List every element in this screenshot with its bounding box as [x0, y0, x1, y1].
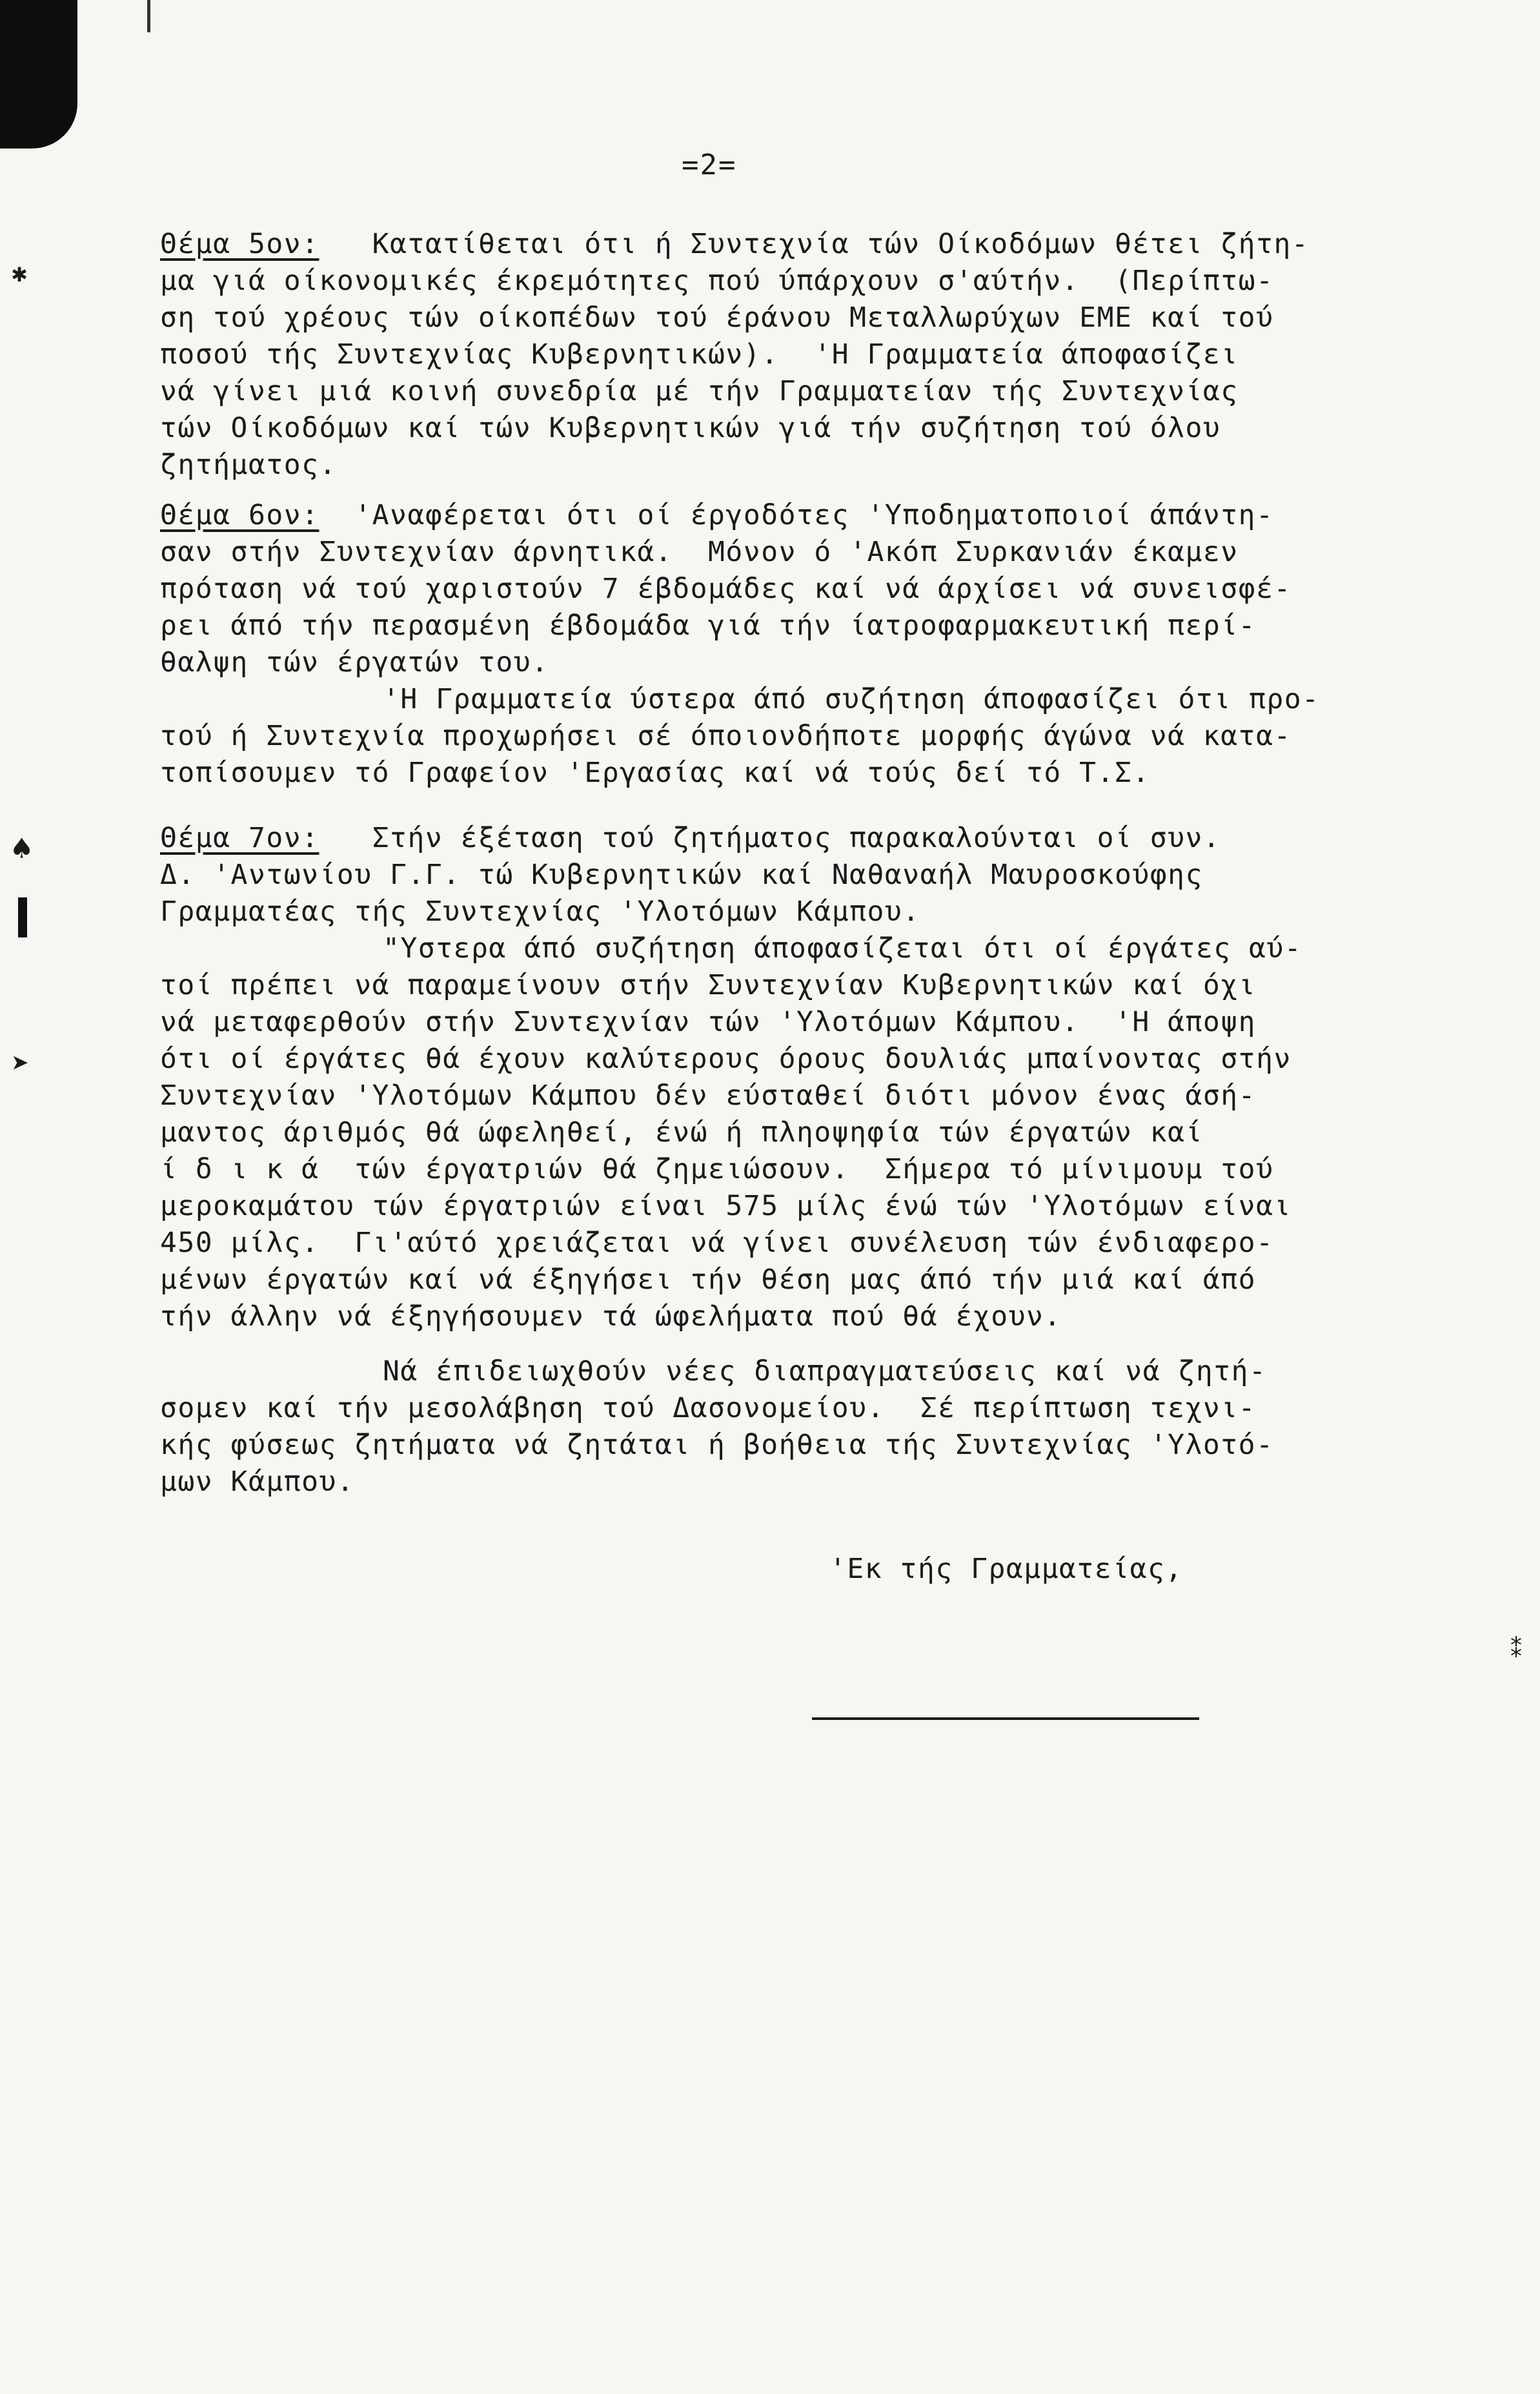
text-line: Δ. 'Αντωνίου Γ.Γ. τώ Κυβερνητικών καί Ναθαναήλ Μαυροσκούφης	[160, 859, 1203, 891]
text-line: 'Η Γραμματεία ύστερα άπό συζήτηση άποφασίζει ότι προ-	[383, 683, 1320, 715]
text-line: σομεν καί τήν μεσολάβηση τού Δασονομείου. Σέ περίπτωση τεχνι-	[160, 1392, 1257, 1424]
section-heading-line	[160, 820, 1444, 857]
text-line: μένων έργατών καί νά έξηγήσει τήν θέση μας άπό τήν μιά καί άπό	[160, 1264, 1257, 1296]
text-line: ρει άπό τήν περασμένη έβδομάδα γιά τήν ίατροφαρμακευτική περί-	[160, 609, 1257, 642]
signature-line	[812, 1717, 1199, 1720]
paragraph-gap	[160, 1335, 1444, 1353]
section-7	[160, 820, 1444, 1500]
text-line: μων Κάμπου.	[160, 1466, 355, 1498]
text-line: "Υστερα άπό συζήτηση άποφασίζεται ότι οί έργάτες αύ-	[383, 932, 1302, 965]
text-line: πρόταση νά τού χαριστούν 7 έβδομάδες καί νά άρχίσει νά συνεισφέ-	[160, 573, 1292, 605]
text-line: ση τού χρέους τών οίκοπέδων τού έράνου Μεταλλωρύχων ΕΜΕ καί τού	[160, 302, 1274, 334]
section-heading-line	[160, 226, 1444, 263]
text-line: μεροκαμάτου τών έργατριών είναι 575 μίλς ένώ τών 'Υλοτόμων είναι	[160, 1190, 1292, 1222]
section-heading: Θέμα 6ον:	[160, 499, 319, 531]
text-line: τού ή Συντεχνία προχωρήσει σέ όποιονδήποτε μορφής άγώνα νά κατα-	[160, 720, 1292, 752]
text-line: ότι οί έργάτες θά έχουν καλύτερους όρους δουλιάς μπαίνοντας στήν	[160, 1043, 1292, 1075]
page-number: =2=	[682, 148, 737, 181]
text-line: ί δ ι κ ά τών έργατριών θά ζημειώσουν. Σήμερα τό μίνιμουμ τού	[160, 1153, 1274, 1185]
margin-mark-icon: ✱	[12, 258, 28, 288]
corner-ink-blot	[0, 0, 77, 148]
text-line: τοπίσουμεν τό Γραφείον 'Εργασίας καί νά τούς δεί τό Τ.Σ.	[160, 757, 1150, 789]
section-first-line: 'Αναφέρεται ότι οί έργοδότες 'Υποδηματοποιοί άπάντη-	[319, 499, 1274, 531]
text-line: νά γίνει μιά κοινή συνεδρία μέ τήν Γραμματείαν τής Συντεχνίας	[160, 375, 1239, 407]
section-heading-line	[160, 497, 1444, 534]
text-line: Γραμματέας τής Συντεχνίας 'Υλοτόμων Κάμπου.	[160, 895, 920, 928]
margin-speck-icon: ⁑	[1510, 1637, 1522, 1663]
text-line: τήν άλλην νά έξηγήσουμεν τά ώφελήματα πού θά έχουν.	[160, 1300, 1062, 1333]
text-line: νά μεταφερθούν στήν Συντεχνίαν τών 'Υλοτόμων Κάμπου. 'Η άποψη	[160, 1006, 1257, 1038]
section-heading: Θέμα 5ον:	[160, 228, 319, 260]
text-line: ζητήματος.	[160, 449, 337, 481]
margin-arrow-icon: ➤	[12, 1046, 30, 1081]
section-first-line: Κατατίθεται ότι ή Συντεχνία τών Οίκοδόμων θέτει ζήτη-	[319, 228, 1310, 260]
margin-bar-mark	[18, 897, 27, 937]
text-line: τών Οίκοδόμων καί τών Κυβερνητικών γιά τήν συζήτηση τού όλου	[160, 412, 1221, 444]
margin-arrow-icon: ♠	[12, 830, 32, 868]
text-line: μα γιά οίκονομικές έκρεμότητες πού ύπάρχουν σ'αύτήν. (Περίπτω-	[160, 265, 1274, 297]
text-line: θαλψη τών έργατών του.	[160, 646, 549, 679]
section-heading: Θέμα 7ον:	[160, 822, 319, 854]
text-line: 450 μίλς. Γι'αύτό χρειάζεται νά γίνει συνέλευση τών ένδιαφερο-	[160, 1227, 1274, 1259]
edge-mark	[147, 0, 150, 32]
text-line: ποσού τής Συντεχνίας Κυβερνητικών). 'Η Γραμματεία άποφασίζει	[160, 338, 1239, 371]
text-line: τοί πρέπει νά παραμείνουν στήν Συντεχνίαν Κυβερνητικών καί όχι	[160, 969, 1257, 1001]
text-line: κής φύσεως ζητήματα νά ζητάται ή βοήθεια τής Συντεχνίας 'Υλοτό-	[160, 1429, 1274, 1461]
text-line: σαν στήν Συντεχνίαν άρνητικά. Μόνον ό 'Ακόπ Συρκανιάν έκαμεν	[160, 536, 1239, 568]
signature-text: 'Εκ τής Γραμματείας,	[829, 1553, 1183, 1585]
text-line: μαντος άριθμός θά ώφεληθεί, ένώ ή πληοψηφία τών έργατών καί	[160, 1116, 1203, 1149]
section-first-line: Στήν έξέταση τού ζητήματος παρακαλούνται οί συν.	[319, 822, 1221, 854]
text-line: Νά έπιδειωχθούν νέες διαπραγματεύσεις καί νά ζητή-	[383, 1355, 1267, 1387]
text-line: Συντεχνίαν 'Υλοτόμων Κάμπου δέν εύσταθεί διότι μόνον ένας άσή-	[160, 1079, 1257, 1112]
section-5	[160, 226, 1444, 484]
section-6	[160, 497, 1444, 792]
